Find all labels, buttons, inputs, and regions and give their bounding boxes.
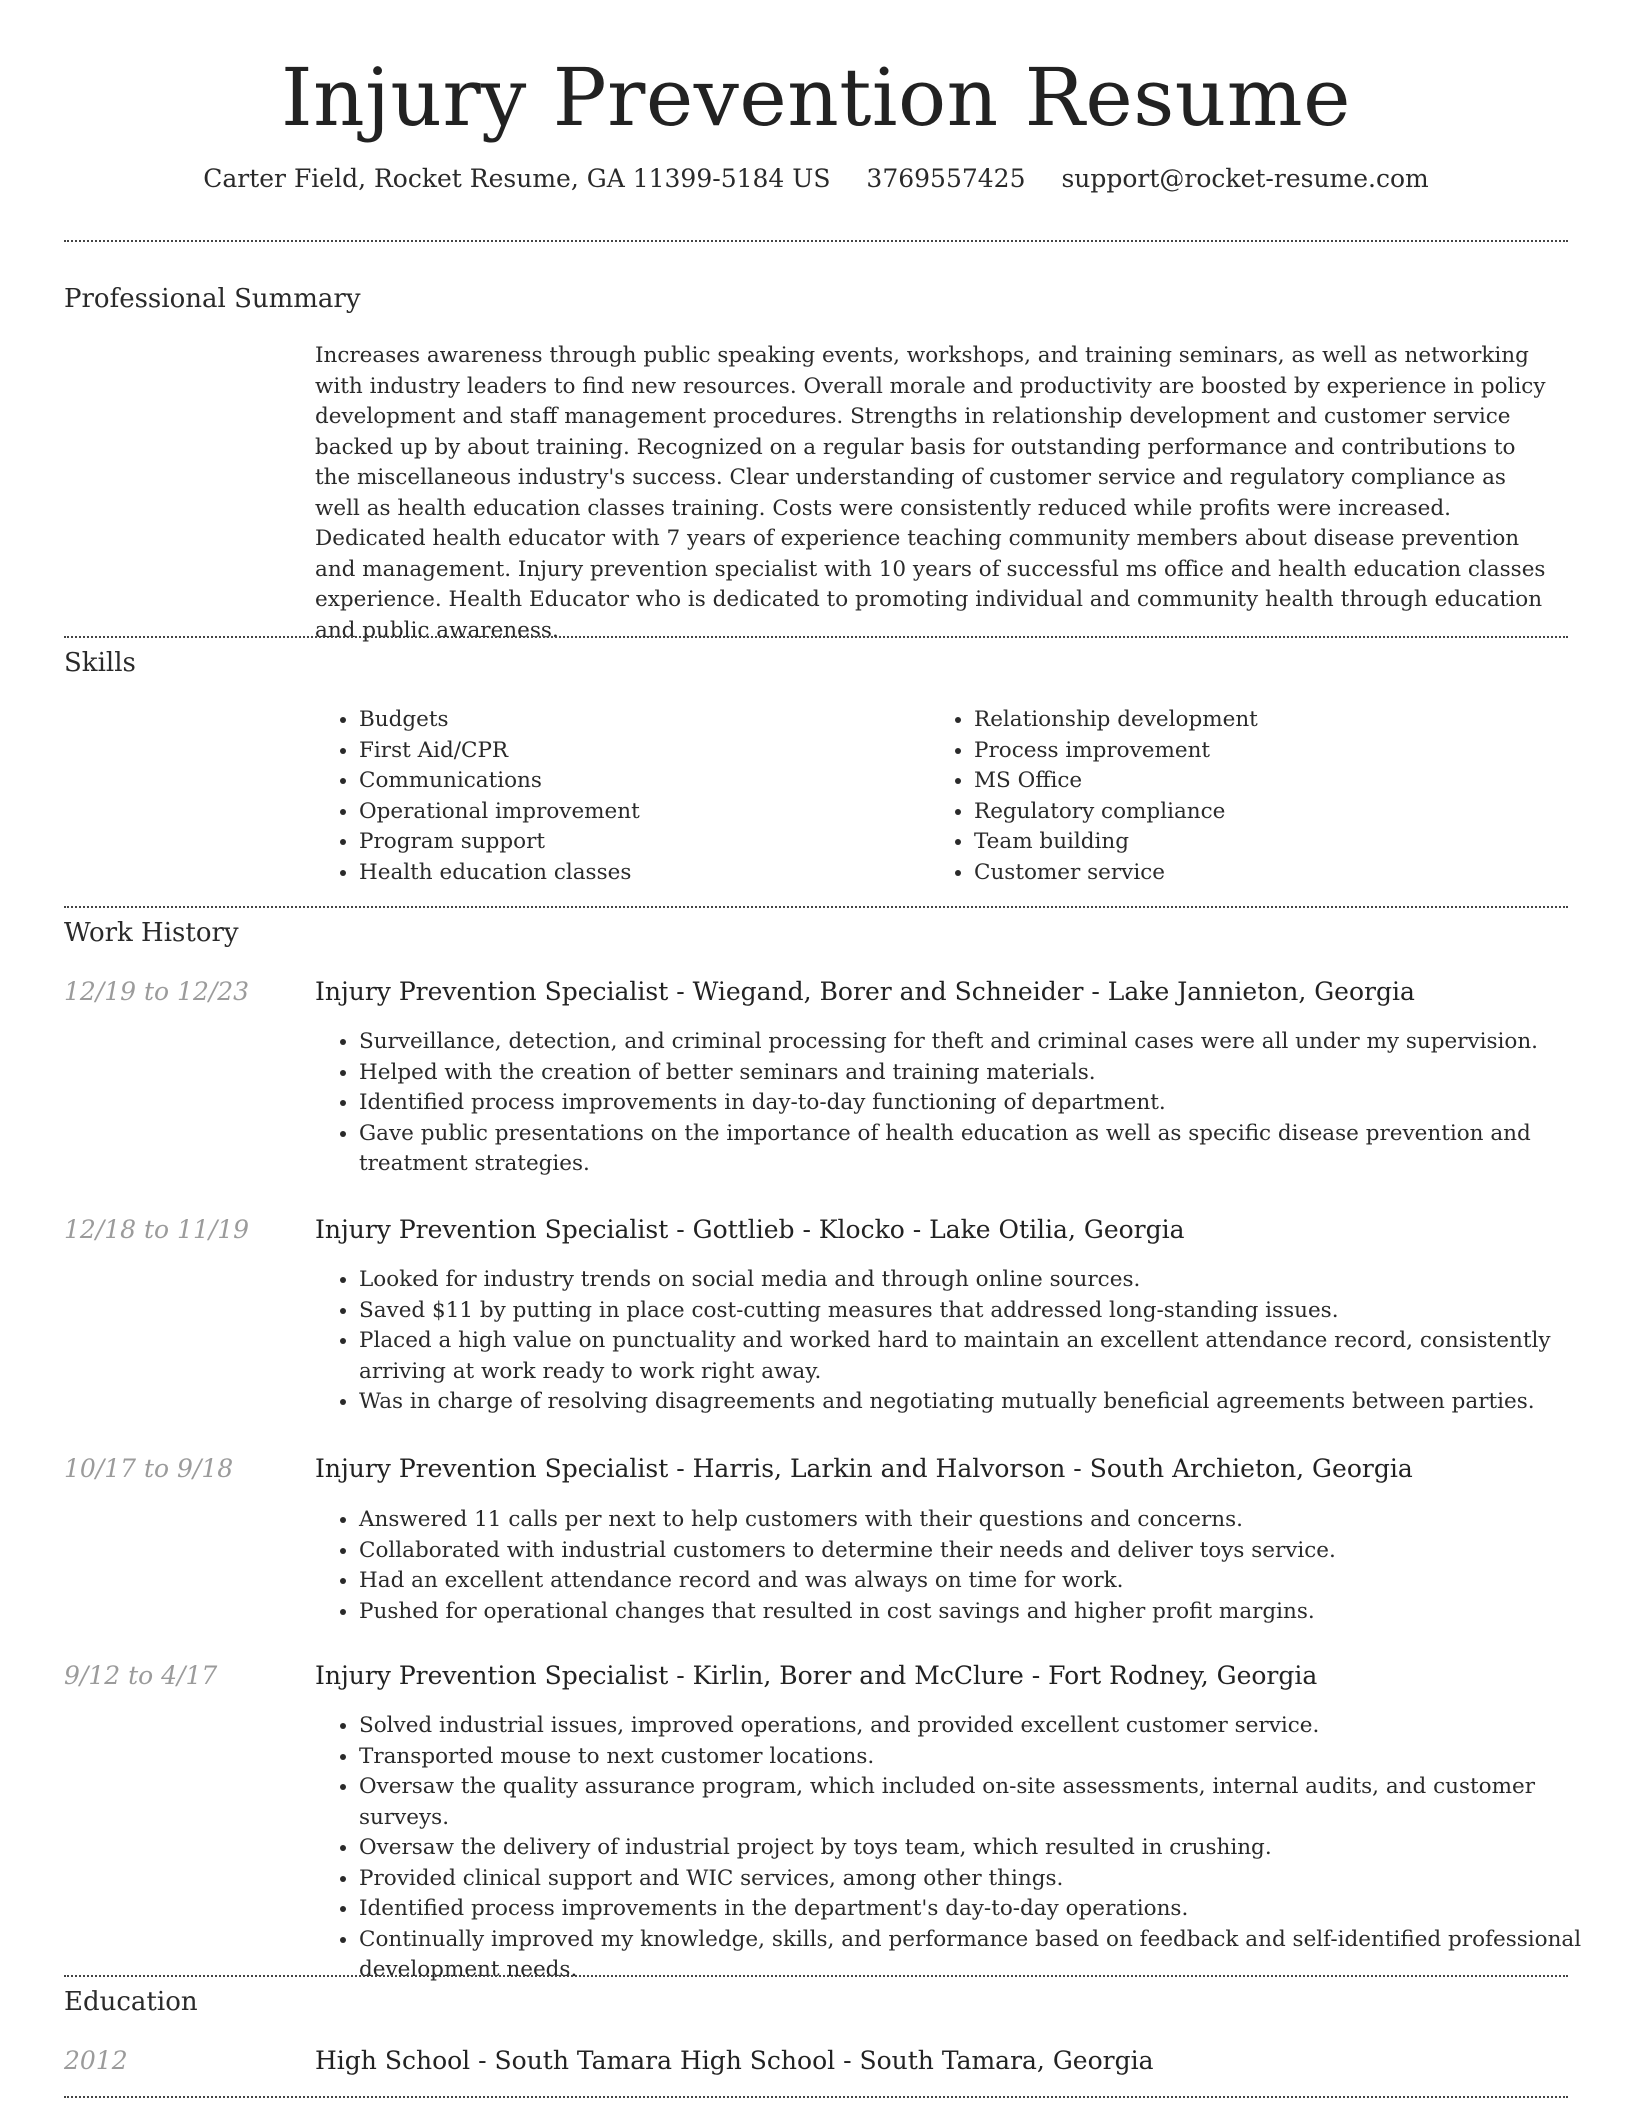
job-bullet: • Solved industrial issues, improved operations, and provided excellent customer service. bbox=[359, 1711, 1599, 1742]
job-bullet: • Continually improved my knowledge, skills, and performance based on feedback and self-identified professional development needs. bbox=[359, 1925, 1599, 1986]
contact-email[interactable]: support@rocket-resume.com bbox=[1061, 164, 1429, 193]
job-title: Injury Prevention Specialist - Kirlin, Borer and McClure - Fort Rodney, Georgia bbox=[315, 1661, 1318, 1690]
job-bullet: • Had an excellent attendance record and was always on time for work. bbox=[359, 1566, 1599, 1597]
section-title-education: Education bbox=[64, 1987, 198, 2017]
divider bbox=[64, 1975, 1568, 1977]
job-bullet: • Was in charge of resolving disagreements and negotiating mutually beneficial agreements between parties. bbox=[359, 1387, 1599, 1418]
divider bbox=[64, 906, 1568, 908]
job-bullet: • Gave public presentations on the importance of health education as well as specific disease prevention and treatment strategies. bbox=[359, 1119, 1599, 1180]
job-bullet: • Helped with the creation of better seminars and training materials. bbox=[359, 1058, 1599, 1089]
divider bbox=[64, 2096, 1568, 2098]
job-bullets bbox=[315, 1505, 1599, 1627]
skills-list-right bbox=[930, 705, 1574, 888]
job-bullet: • Provided clinical support and WIC services, among other things. bbox=[359, 1864, 1599, 1895]
contact-line bbox=[64, 164, 1568, 193]
job-dates: 12/18 to 11/19 bbox=[64, 1215, 250, 1244]
skills-list-left bbox=[315, 705, 919, 888]
skill-item: • Team building bbox=[974, 827, 1574, 858]
skill-item: • Relationship development bbox=[974, 705, 1574, 736]
skill-item: • Communications bbox=[359, 766, 919, 797]
resume-page bbox=[64, 0, 1582, 2075]
job-bullets bbox=[315, 1027, 1599, 1180]
job-dates: 10/17 to 9/18 bbox=[64, 1454, 234, 1483]
job-title: Injury Prevention Specialist - Gottlieb - Klocko - Lake Otilia, Georgia bbox=[315, 1215, 1185, 1244]
skill-item: • Program support bbox=[359, 827, 919, 858]
job-bullet: • Looked for industry trends on social media and through online sources. bbox=[359, 1265, 1599, 1296]
contact-phone: 3769557425 bbox=[866, 164, 1026, 193]
skill-item: • Process improvement bbox=[974, 736, 1574, 767]
job-bullet: • Collaborated with industrial customers to determine their needs and deliver toys service. bbox=[359, 1536, 1599, 1567]
job-dates: 12/19 to 12/23 bbox=[64, 977, 250, 1006]
job-bullet: • Transported mouse to next customer locations. bbox=[359, 1742, 1599, 1773]
job-bullets bbox=[315, 1265, 1599, 1418]
job-bullet: • Answered 11 calls per next to help customers with their questions and concerns. bbox=[359, 1505, 1599, 1536]
section-title-skills: Skills bbox=[64, 648, 136, 678]
resume-title: Injury Prevention Resume bbox=[280, 51, 1351, 144]
skill-item: • Health education classes bbox=[359, 858, 919, 889]
job-bullet: • Oversaw the delivery of industrial project by toys team, which resulted in crushing. bbox=[359, 1833, 1599, 1864]
job-dates: 9/12 to 4/17 bbox=[64, 1661, 218, 1690]
education-year: 2012 bbox=[64, 2046, 128, 2075]
job-bullet: • Identified process improvements in day-to-day functioning of department. bbox=[359, 1088, 1599, 1119]
skill-item: • Customer service bbox=[974, 858, 1574, 889]
education-entry: High School - South Tamara High School - South Tamara, Georgia bbox=[315, 2046, 1154, 2075]
job-bullet: • Saved $11 by putting in place cost-cutting measures that addressed long-standing issues. bbox=[359, 1296, 1599, 1327]
job-bullets bbox=[315, 1711, 1599, 1986]
job-bullet: • Oversaw the quality assurance program, which included on-site assessments, internal audits, and customer surveys. bbox=[359, 1772, 1599, 1833]
job-title: Injury Prevention Specialist - Harris, Larkin and Halvorson - South Archieton, Georgia bbox=[315, 1454, 1413, 1483]
summary-text: Increases awareness through public speaking events, workshops, and training seminars, as well as networking with industry leaders to find new resources. Overall morale and productivity are boosted by experience in policy development and staff management procedures. Strengths in relationship development and customer service backed up by about training. Recognized on a regular basis for outstanding performance and contributions to the miscellaneous industry's success. Clear understanding of customer service and regulatory compliance as well as health education classes training. Costs were consistently reduced while profits were increased. Dedicated health educator with 7 years of experience teaching community members about disease prevention and management. Injury prevention specialist with 10 years of successful ms office and health education classes experience. Health Educator who is dedicated to promoting individual and community health through education and public awareness. bbox=[315, 343, 1546, 643]
divider bbox=[64, 240, 1568, 242]
skill-item: • Regulatory compliance bbox=[974, 797, 1574, 828]
job-title: Injury Prevention Specialist - Wiegand, Borer and Schneider - Lake Jannieton, Georgia bbox=[315, 977, 1415, 1006]
skill-item: • First Aid/CPR bbox=[359, 736, 919, 767]
job-bullet: • Surveillance, detection, and criminal processing for theft and criminal cases were all under my supervision. bbox=[359, 1027, 1599, 1058]
skill-item: • MS Office bbox=[974, 766, 1574, 797]
job-bullet: • Placed a high value on punctuality and worked hard to maintain an excellent attendance record, consistently arriving at work ready to work right away. bbox=[359, 1326, 1599, 1387]
section-title-work: Work History bbox=[64, 918, 239, 948]
divider bbox=[64, 636, 1568, 638]
skill-item: • Budgets bbox=[359, 705, 919, 736]
skill-item: • Operational improvement bbox=[359, 797, 919, 828]
contact-address: Carter Field, Rocket Resume, GA 11399-5184 US bbox=[203, 164, 831, 193]
section-title-summary: Professional Summary bbox=[64, 284, 361, 314]
job-bullet: • Identified process improvements in the department's day-to-day operations. bbox=[359, 1894, 1599, 1925]
job-bullet: • Pushed for operational changes that resulted in cost savings and higher profit margins. bbox=[359, 1597, 1599, 1628]
